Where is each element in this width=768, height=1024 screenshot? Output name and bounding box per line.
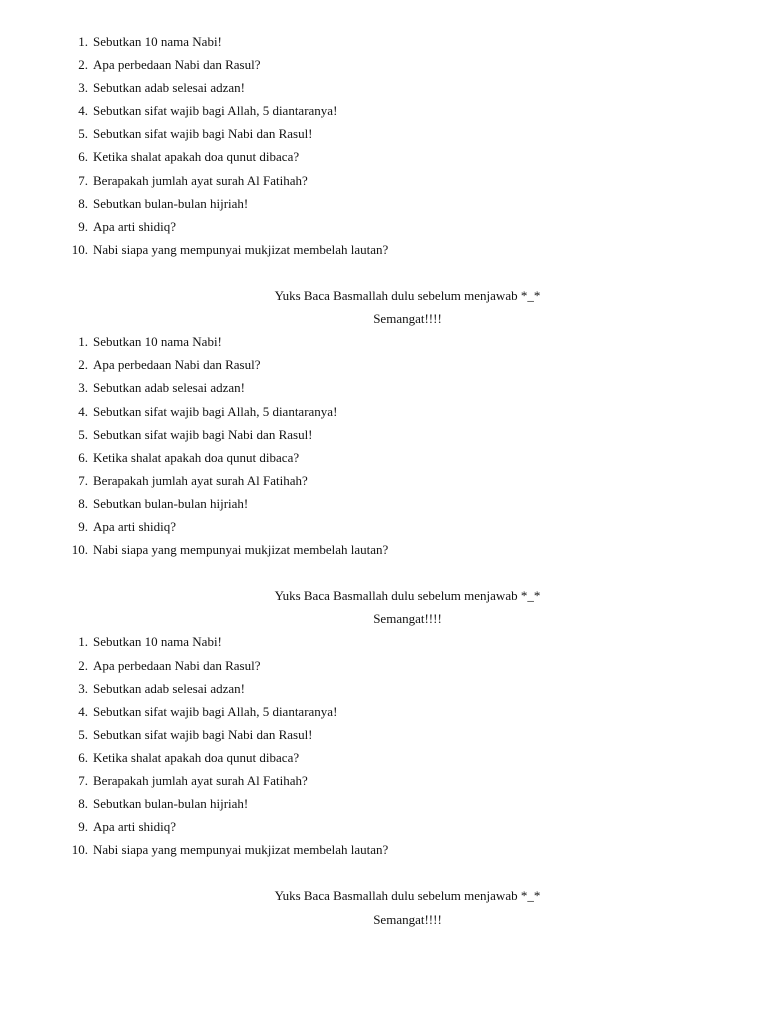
question-item	[0, 630, 768, 653]
question-item	[0, 746, 768, 769]
question-text: Nabi siapa yang mempunyai mukjizat membelah lautan?	[93, 241, 389, 257]
question-text: Sebutkan 10 nama Nabi!	[93, 334, 222, 350]
question-number: 8.	[78, 796, 88, 812]
question-number: 10.	[71, 241, 88, 257]
question-text: Ketika shalat apakah doa qunut dibaca?	[93, 749, 300, 765]
spacer	[0, 261, 768, 284]
question-text: Sebutkan sifat wajib bagi Nabi dan Rasul!	[93, 426, 313, 442]
question-text: Apa perbedaan Nabi dan Rasul?	[93, 657, 261, 673]
question-number: 6.	[78, 449, 88, 465]
motto-line: Semangat!!!!	[373, 911, 442, 927]
question-block-2	[0, 330, 768, 630]
question-number: 4.	[78, 103, 88, 119]
question-number: 8.	[78, 495, 88, 511]
question-text: Sebutkan bulan-bulan hijriah!	[93, 195, 249, 211]
question-text: Sebutkan adab selesai adzan!	[93, 680, 245, 696]
question-item	[0, 515, 768, 538]
question-text: Nabi siapa yang mempunyai mukjizat membelah lautan?	[93, 842, 389, 858]
question-item	[0, 677, 768, 700]
question-item	[0, 700, 768, 723]
question-item	[0, 353, 768, 376]
question-number: 2.	[78, 657, 88, 673]
question-number: 1.	[78, 34, 88, 49]
question-list	[0, 630, 768, 861]
question-text: Sebutkan adab selesai adzan!	[93, 380, 245, 396]
question-text: Sebutkan 10 nama Nabi!	[93, 34, 222, 49]
question-number: 9.	[78, 819, 88, 835]
question-item	[0, 99, 768, 122]
question-text: Berapakah jumlah ayat surah Al Fatihah?	[93, 773, 308, 788]
closing-line: Yuks Baca Basmallah dulu sebelum menjawab *_*	[274, 588, 541, 604]
question-item	[0, 192, 768, 215]
question-number: 2.	[78, 57, 88, 73]
question-text: Apa arti shidiq?	[93, 218, 177, 234]
question-number: 8.	[78, 195, 88, 211]
question-text: Berapakah jumlah ayat surah Al Fatihah?	[93, 472, 308, 488]
document-page	[0, 30, 768, 931]
question-item	[0, 423, 768, 446]
question-item	[0, 238, 768, 261]
question-block-3	[0, 630, 768, 930]
question-text: Sebutkan sifat wajib bagi Allah, 5 diantaranya!	[93, 103, 338, 119]
question-text: Sebutkan sifat wajib bagi Allah, 5 diantaranya!	[93, 703, 338, 719]
question-number: 3.	[78, 680, 88, 696]
question-item	[0, 330, 768, 353]
question-item	[0, 76, 768, 99]
question-number: 9.	[78, 518, 88, 534]
question-item	[0, 769, 768, 792]
question-text: Sebutkan bulan-bulan hijriah!	[93, 796, 249, 812]
question-number: 3.	[78, 380, 88, 396]
question-item	[0, 792, 768, 815]
question-number: 9.	[78, 218, 88, 234]
question-item	[0, 815, 768, 838]
question-list	[0, 30, 768, 261]
question-number: 10.	[71, 842, 88, 858]
question-text: Sebutkan sifat wajib bagi Allah, 5 diantaranya!	[93, 403, 338, 419]
question-number: 7.	[78, 472, 88, 488]
question-item	[0, 446, 768, 469]
question-item	[0, 30, 768, 53]
spacer	[0, 561, 768, 584]
question-item	[0, 122, 768, 145]
spacer	[0, 861, 768, 884]
question-list	[0, 330, 768, 561]
question-number: 7.	[78, 172, 88, 188]
question-item	[0, 376, 768, 399]
question-number: 1.	[78, 634, 88, 650]
question-item	[0, 400, 768, 423]
question-number: 5.	[78, 126, 88, 142]
question-item	[0, 53, 768, 76]
question-number: 1.	[78, 334, 88, 350]
question-number: 6.	[78, 749, 88, 765]
question-text: Sebutkan 10 nama Nabi!	[93, 634, 222, 650]
motto-line: Semangat!!!!	[373, 311, 442, 327]
question-text: Sebutkan bulan-bulan hijriah!	[93, 495, 249, 511]
question-text: Berapakah jumlah ayat surah Al Fatihah?	[93, 172, 308, 188]
question-text: Apa arti shidiq?	[93, 819, 177, 835]
question-item	[0, 723, 768, 746]
question-item	[0, 538, 768, 561]
question-number: 5.	[78, 726, 88, 742]
motto-line: Semangat!!!!	[373, 611, 442, 627]
question-item	[0, 145, 768, 168]
question-text: Apa perbedaan Nabi dan Rasul?	[93, 357, 261, 373]
question-number: 3.	[78, 80, 88, 96]
closing-line: Yuks Baca Basmallah dulu sebelum menjawab *_*	[274, 288, 541, 304]
question-item	[0, 838, 768, 861]
question-number: 6.	[78, 149, 88, 165]
question-number: 7.	[78, 773, 88, 788]
question-text: Sebutkan sifat wajib bagi Nabi dan Rasul!	[93, 126, 313, 142]
question-item	[0, 215, 768, 238]
closing-line: Yuks Baca Basmallah dulu sebelum menjawab *_*	[274, 888, 541, 904]
question-text: Sebutkan adab selesai adzan!	[93, 80, 245, 96]
question-item	[0, 169, 768, 192]
question-number: 4.	[78, 403, 88, 419]
question-number: 10.	[71, 542, 88, 558]
question-item	[0, 469, 768, 492]
question-number: 4.	[78, 703, 88, 719]
question-text: Apa perbedaan Nabi dan Rasul?	[93, 57, 261, 73]
question-text: Ketika shalat apakah doa qunut dibaca?	[93, 449, 300, 465]
question-item	[0, 654, 768, 677]
question-item	[0, 492, 768, 515]
question-text: Nabi siapa yang mempunyai mukjizat membelah lautan?	[93, 542, 389, 558]
question-number: 5.	[78, 426, 88, 442]
question-text: Ketika shalat apakah doa qunut dibaca?	[93, 149, 300, 165]
question-text: Sebutkan sifat wajib bagi Nabi dan Rasul!	[93, 726, 313, 742]
question-block-1	[0, 30, 768, 330]
question-text: Apa arti shidiq?	[93, 518, 177, 534]
question-number: 2.	[78, 357, 88, 373]
